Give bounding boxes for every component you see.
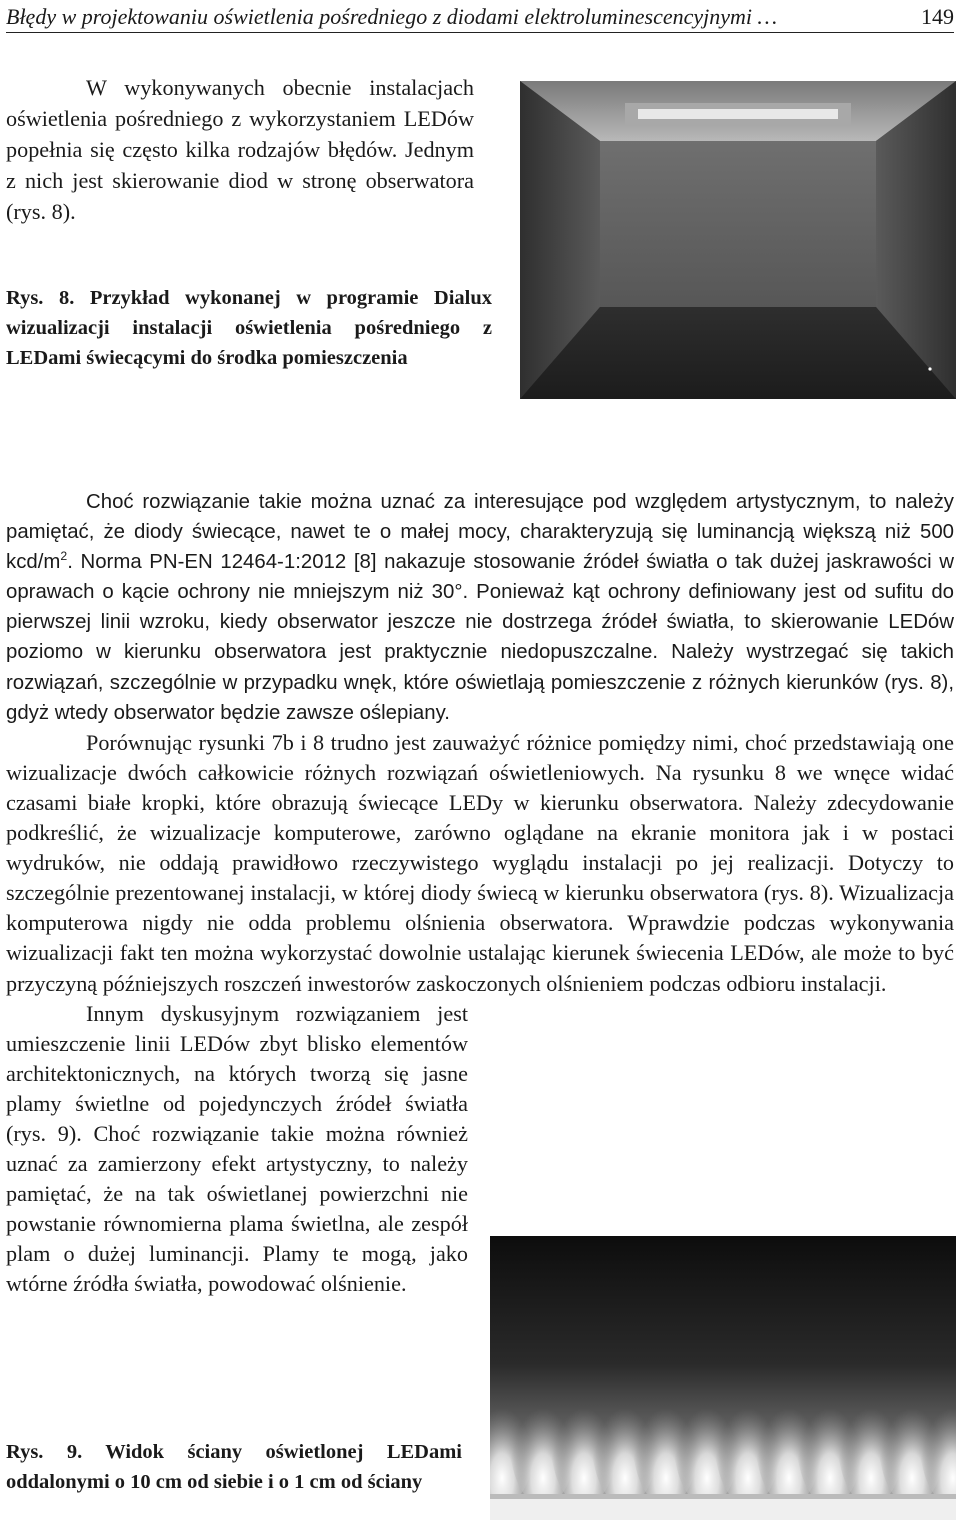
paragraph-1 (6, 487, 954, 728)
intro-paragraph: W wykonywanych obecnie instalacjach oświetlenia pośredniego z wykorzystaniem LEDów popełnia się często kilka rodzajów błędów. Jednym z nich jest skierowanie diod w stronę obserwatora (rys. 8). (6, 75, 474, 224)
superscript-exponent: 2 (60, 549, 68, 564)
figure-9-led-wall-photo (490, 1236, 956, 1520)
paragraph-1-text: Choć rozwiązanie takie można uznać za interesujące pod względem artystycznym, to należy pamiętać, że diody świecące, nawet te o małej mocy, charakteryzują się luminancją większą niż 500 kcd/m (6, 491, 954, 574)
paragraph-1-text-cont: . Norma PN-EN 12464-1:2012 [8] nakazuje stosowanie źródeł światła o tak dużej jaskrawości w oprawach o kącie ochrony nie mniejszym niż 30°. Ponieważ kąt ochrony definiowany jest od sufitu do pierwszej linii wzroku, kiedy obserwator jeszcze nie dostrzega źródeł światła, to skierowanie LEDów poziomo w kierunku obserwatora jest praktycznie niedopuszczalne. Należy wystrzegać się takich rozwiązań, szczególnie w przypadku wnęk, które oświetlają pomieszczenie z różnych kierunków (rys. 8), gdyż wtedy obserwator będzie zawsze oślepiany. (6, 551, 954, 724)
paragraph-2: Porównując rysunki 7b i 8 trudno jest zauważyć różnice pomiędzy nimi, choć przedstawiają one wizualizacje dwóch całkowicie różnych rozwiązań oświetleniowych. Na rysunku 8 we wnęce widać czasami białe kropki, które obrazują świecące LEDy w kierunku obserwatora. Należy zdecydowanie podkreślić, że wizualizacje komputerowe, zarówno oglądane na ekranie monitora jak i w postaci wydruków, nie oddają prawidłowo rzeczywistego wyglądu instalacji po jej realizacji. Dotyczy to szczególnie prezentowanej instalacji, w której diody świecą w kierunku obserwatora (rys. 8). Wizualizacja komputerowa nigdy nie odda problemu olśnienia obserwatora. Wprawdzie podczas wykonywania wizualizacji fakt ten można wykorzystać dowolnie ustalając kierunek świecenia LEDów, ale może to być przyczyną późniejszych roszczeń inwestorów zaskoczonych olśnieniem podczas odbioru instalacji. (6, 729, 954, 996)
figure-8-caption: Rys. 8. Przykład wykonanej w programie Dialux wizualizacji instalacji oświetlenia pośredniego z LEDami świecącymi do środka pomieszczenia (6, 287, 492, 369)
running-header (6, 2, 954, 33)
running-title: Błędy w projektowaniu oświetlenia pośredniego z diodami elektroluminescencyjnymi … (6, 4, 778, 29)
paragraph-3: Innym dyskusyjnym rozwiązaniem jest umieszczenie linii LEDów zbyt blisko elementów architektonicznych, na których tworzą się jasne plamy świetlne od pojedynczych źródeł światła (rys. 9). Choć rozwiązanie takie można również uznać za zamierzony efekt artystyczny, to należy pamiętać, że na tak oświetlanej powierzchni nie powstanie równomierna plama świetlna, ale zespół plam o dużej luminancji. Plamy te mogą, jako wtórne źródła światła, powodować olśnienie. (6, 1000, 468, 1297)
page-number: 149 (921, 4, 954, 29)
figure-8-room-visualization (520, 81, 956, 399)
figure-9-caption: Rys. 9. Widok ściany oświetlonej LEDami oddalonymi o 10 cm od siebie i o 1 cm od ściany (6, 1441, 462, 1493)
